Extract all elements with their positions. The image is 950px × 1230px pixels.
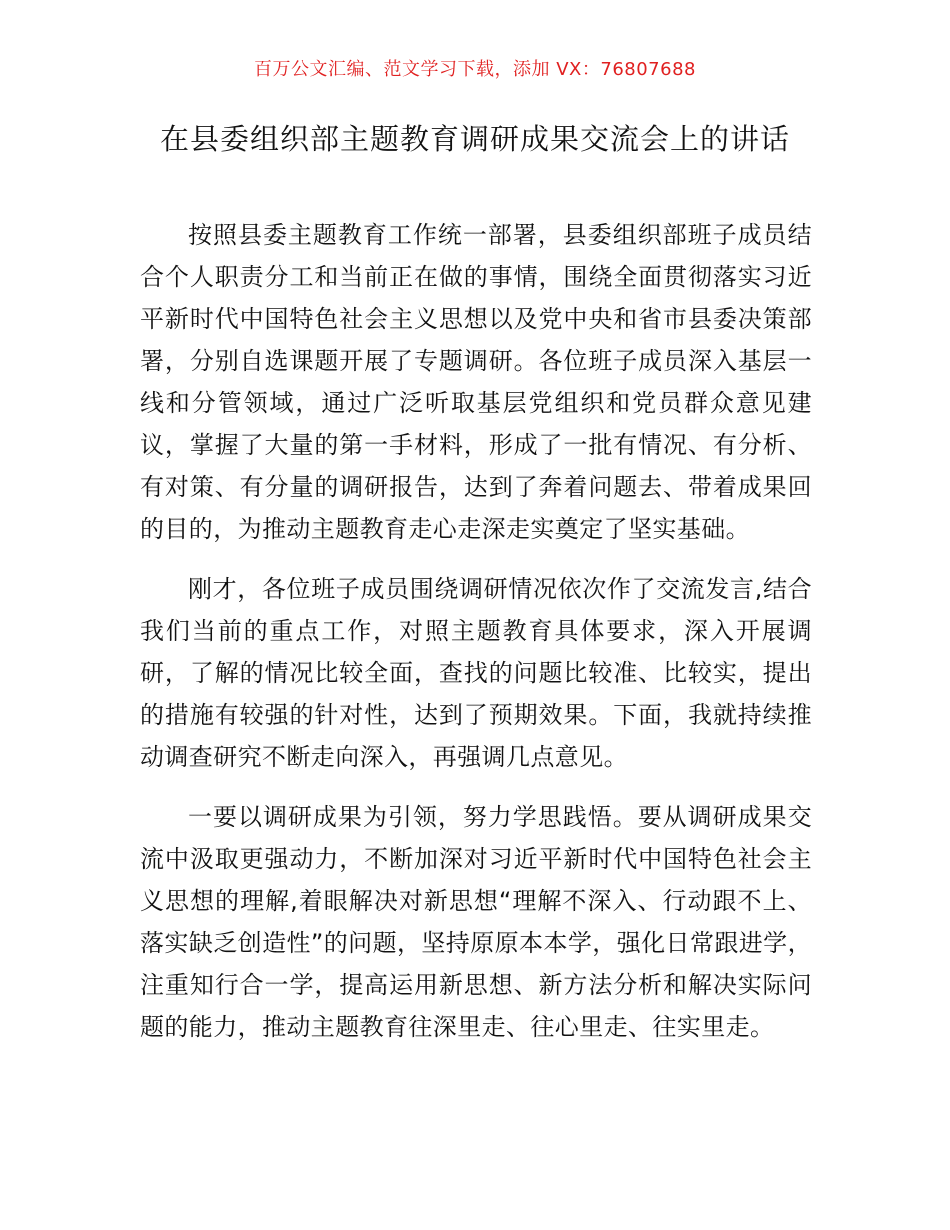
document-body bbox=[140, 214, 812, 1066]
paragraph-3: 一要以调研成果为引领，努力学思践悟。要从调研成果交流中汲取更强动力，不断加深对习近平新时代中国特色社会主义思想的理解,着眼解决对新思想“理解不深入、行动跟不上、落实缺乏创造性”的问题，坚持原原本本学，强化日常跟进学，注重知行合一学，提高运用新思想、新方法分析和解决实际问题的能力，推动主题教育往深里走、往心里走、往实里走。 bbox=[140, 803, 812, 1041]
paragraph-2: 刚才，各位班子成员围绕调研情况依次作了交流发言,结合我们当前的重点工作，对照主题教育具体要求，深入开展调研，了解的情况比较全面，查找的问题比较准、比较实，提出的措施有较强的针对性，达到了预期效果。下面，我就持续推动调查研究不断走向深入，再强调几点意见。 bbox=[140, 575, 812, 771]
document-title: 在县委组织部主题教育调研成果交流会上的讲话 bbox=[159, 122, 790, 156]
header-note: 百万公文汇编、范文学习下载，添加 VX：76807688 bbox=[254, 59, 696, 80]
paragraph-1: 按照县委主题教育工作统一部署，县委组织部班子成员结合个人职责分工和当前正在做的事情，围绕全面贯彻落实习近平新时代中国特色社会主义思想以及党中央和省市县委决策部署，分别自选课题开展了专题调研。各位班子成员深入基层一线和分管领域，通过广泛听取基层党组织和党员群众意见建议，掌握了大量的第一手材料，形成了一批有情况、有分析、有对策、有分量的调研报告，达到了奔着问题去、带着成果回的目的，为推动主题教育走心走深走实奠定了坚实基础。 bbox=[140, 221, 812, 543]
